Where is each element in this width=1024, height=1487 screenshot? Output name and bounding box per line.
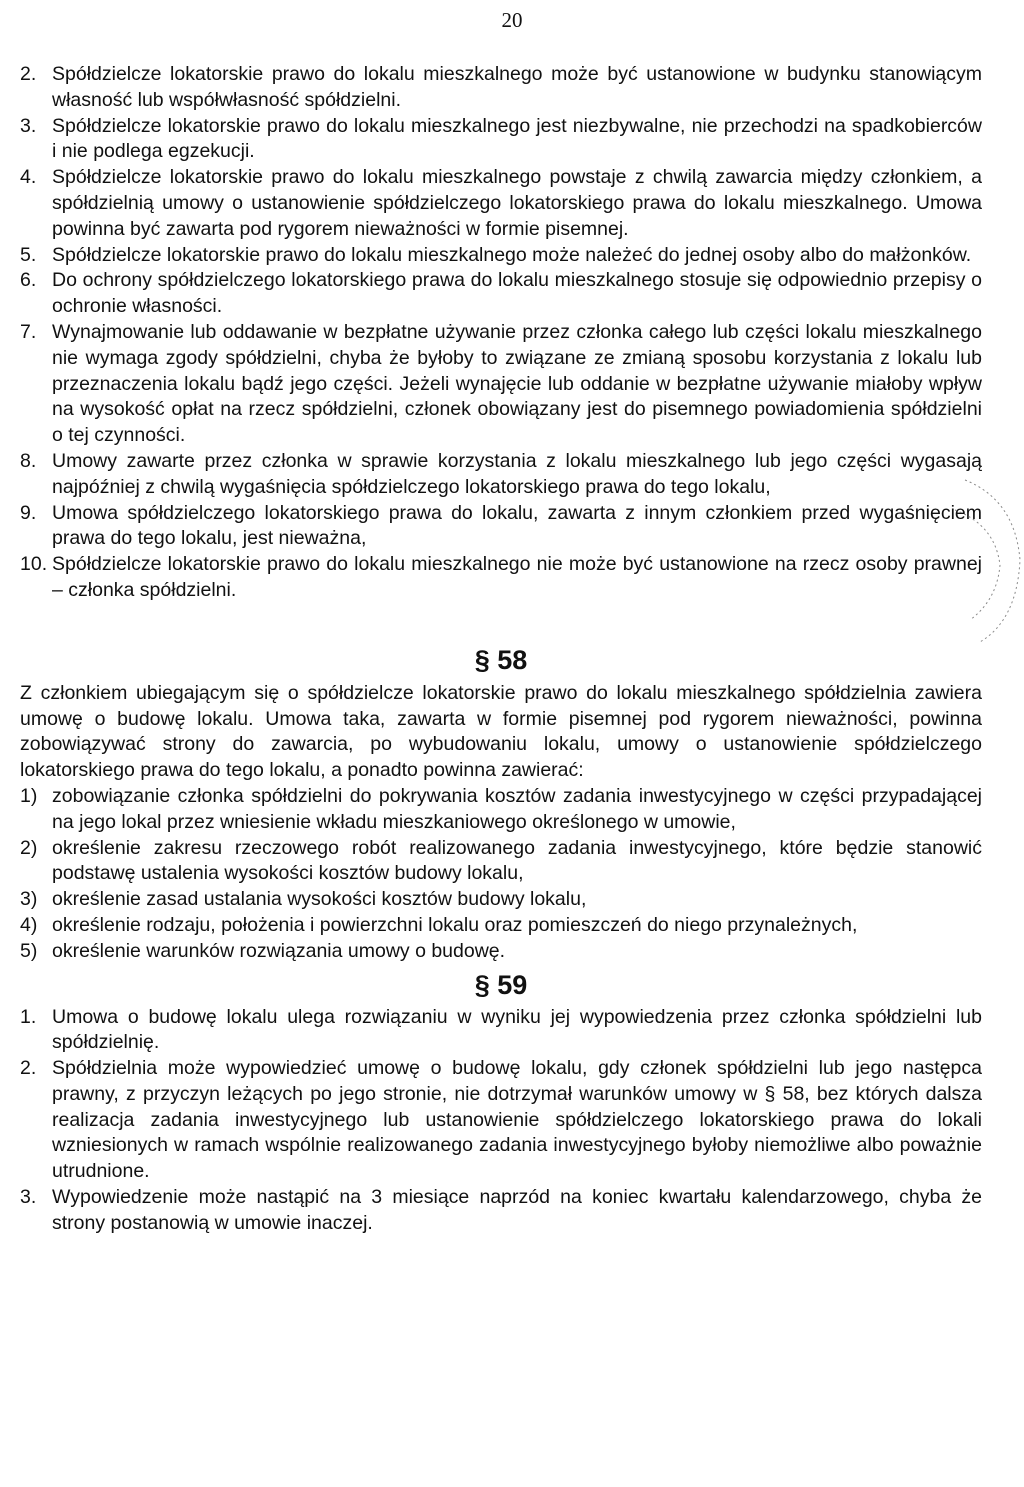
list-item xyxy=(20,552,982,604)
list-item xyxy=(20,243,982,269)
stamp-mark xyxy=(925,470,1024,650)
item-text: Umowy zawarte przez członka w sprawie korzystania z lokalu mieszkalnego lub jego części wygasają najpóźniej z chwilą wygaśnięcia spółdzielczego lokatorskiego prawa do tego lokalu, xyxy=(52,449,982,498)
item-text: Spółdzielcze lokatorskie prawo do lokalu mieszkalnego jest niezbywalne, nie przechodzi na spadkobierców i nie podlega egzekucji. xyxy=(52,114,982,163)
item-number: 5) xyxy=(20,939,38,962)
document-body xyxy=(20,62,982,1237)
item-text: Spółdzielcze lokatorskie prawo do lokalu mieszkalnego powstaje z chwilą zawarcia między członkiem, a spółdzielnią umowy o ustanowienie spółdzielczego lokatorskiego prawa do lokalu mieszkalnego. Umowa powinna być zawarta pod rygorem nieważności w formie pisemnej. xyxy=(52,166,982,240)
list-item xyxy=(20,887,982,913)
item-number: 2. xyxy=(20,63,37,85)
item-number: 9. xyxy=(20,501,37,524)
item-number: 8. xyxy=(20,449,37,472)
item-text: Spółdzielcze lokatorskie prawo do lokalu mieszkalnego może należeć do jednej osoby albo do małżonków. xyxy=(52,243,972,266)
item-number: 7. xyxy=(20,320,37,343)
item-number: 3) xyxy=(20,888,38,911)
item-text: zobowiązanie członka spółdzielni do pokrywania kosztów zadania inwestycyjnego w części przypadającej na jego lokal przez wniesienie wkładu mieszkaniowego określonego w umowie, xyxy=(52,784,982,833)
item-text: Wynajmowanie lub oddawanie w bezpłatne używanie przez członka całego lub części lokalu mieszkalnego nie wymaga zgody spółdzielni, chyba że byłoby to związane ze zmianą sposobu korzystania z lokalu lub przeznaczenia lokalu bądź jego części. Jeżeli wynajęcie lub oddanie w bezpłatne używanie miałoby wpływ na wysokość opłat na rzecz spółdzielni, członek obowiązany jest do pisemnego powiadomienia spółdzielni o tej czynności. xyxy=(52,320,982,447)
item-number: 3. xyxy=(20,114,37,137)
section-57-list xyxy=(20,62,982,604)
list-item xyxy=(20,1056,982,1185)
list-item xyxy=(20,501,982,553)
item-number: 1. xyxy=(20,1005,37,1028)
item-text: określenie warunków rozwiązania umowy o budowę. xyxy=(52,939,506,962)
list-item xyxy=(20,114,982,166)
list-item xyxy=(20,913,982,939)
item-number: 2) xyxy=(20,836,38,859)
section-58-title: § 58 xyxy=(474,644,528,675)
section-59-title: § 59 xyxy=(474,969,528,1000)
list-item xyxy=(20,1185,982,1237)
item-text: Wypowiedzenie może nastąpić na 3 miesiące naprzód na koniec kwartału kalendarzowego, chyba że strony postanowią w umowie inaczej. xyxy=(52,1186,982,1234)
list-item xyxy=(20,62,982,114)
item-number: 3. xyxy=(20,1186,37,1209)
section-58-list xyxy=(20,784,982,965)
section-58-intro: Z członkiem ubiegającym się o spółdzielcze lokatorskie prawo do lokalu mieszkalnego spółdzielnia zawiera umowę o budowę lokalu. Umowa taka, zawarta w formie pisemnej pod rygorem nieważności, powinna zobowiązywać strony do zawarcia, po wybudowaniu lokalu, umowy o ustanowienie spółdzielczego lokatorskiego prawa do tego lokalu, a ponadto powinna zawierać: xyxy=(20,681,982,782)
item-number: 4) xyxy=(20,913,38,936)
item-text: Do ochrony spółdzielczego lokatorskiego prawa do lokalu mieszkalnego stosuje się odpowiednio przepisy o ochronie własności. xyxy=(52,269,982,318)
item-text: Umowa o budowę lokalu ulega rozwiązaniu w wyniku jej wypowiedzenia przez członka spółdzielni lub spółdzielnię. xyxy=(52,1005,982,1054)
list-item xyxy=(20,1005,982,1057)
item-text: określenie zakresu rzeczowego robót realizowanego zadania inwestycyjnego, które będzie stanowić podstawę ustalenia wysokości kosztów budowy lokalu, xyxy=(52,836,982,885)
list-item xyxy=(20,320,982,449)
list-item xyxy=(20,449,982,501)
list-item xyxy=(20,165,982,242)
item-number: 1) xyxy=(20,784,38,807)
section-59-list xyxy=(20,1005,982,1237)
list-item xyxy=(20,939,982,965)
item-number: 5. xyxy=(20,243,37,266)
item-number: 2. xyxy=(20,1057,37,1080)
item-text: Spółdzielcze lokatorskie prawo do lokalu mieszkalnego nie może być ustanowione na rzecz osoby prawnej – członka spółdzielni. xyxy=(52,553,982,601)
list-item xyxy=(20,268,982,320)
item-text: określenie rodzaju, położenia i powierzchni lokalu oraz pomieszczeń do niego przynależnych, xyxy=(52,913,858,936)
item-text: Umowa spółdzielczego lokatorskiego prawa do lokalu, zawarta z innym członkiem przed wygaśnięciem prawa do tego lokalu, jest nieważna, xyxy=(52,501,982,550)
item-text: Spółdzielcze lokatorskie prawo do lokalu mieszkalnego może być ustanowione w budynku stanowiącym własność lub współwłasność spółdzielni. xyxy=(52,63,982,111)
item-number: 6. xyxy=(20,269,37,292)
item-text: określenie zasad ustalania wysokości kosztów budowy lokalu, xyxy=(52,888,587,911)
page-number: 20 xyxy=(501,8,523,32)
list-item xyxy=(20,784,982,836)
item-number: 10. xyxy=(20,553,48,576)
list-item xyxy=(20,836,982,888)
item-text: Spółdzielnia może wypowiedzieć umowę o budowę lokalu, gdy członek spółdzielni lub jego następca prawny, z przyczyn leżących po jego stronie, nie dotrzymał warunków umowy w § 58, bez których dalsza realizacja zadania inwestycyjnego lub ustanowienie spółdzielczego lokatorskiego prawa do lokali wzniesionych w ramach wspólnie realizowanego zadania inwestycyjnego byłoby niemożliwe albo poważnie utrudnione. xyxy=(52,1057,982,1183)
item-number: 4. xyxy=(20,166,37,189)
